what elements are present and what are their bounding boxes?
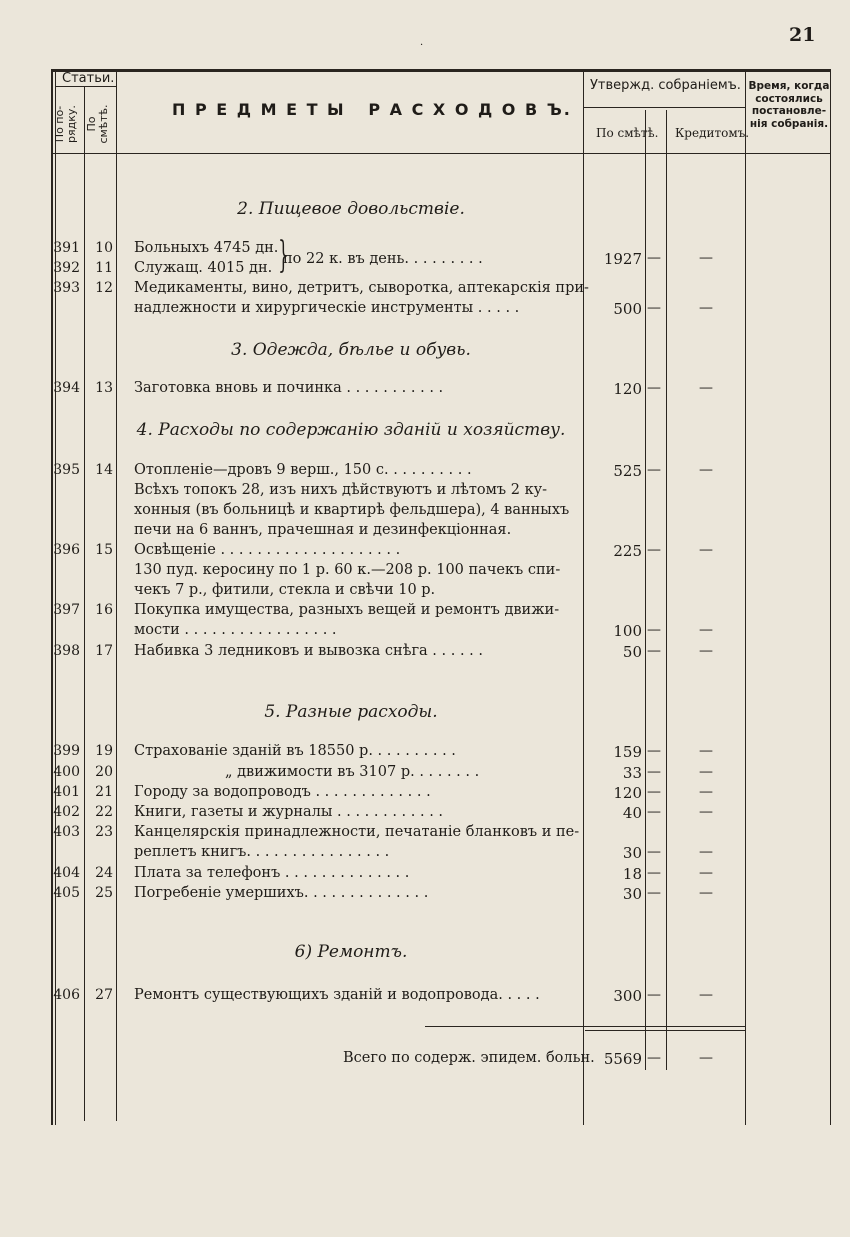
item-line: Всѣхъ топокъ 28, изъ нихъ дѣйствуютъ и лѣтомъ 2 ку- — [134, 482, 548, 498]
item-line: Отопленіе—дровъ 9 верш., 150 с. . . . . . . . . . — [134, 462, 472, 478]
row-index-b: 13 — [95, 380, 113, 396]
header-vremya: Время, когда состоялись постановле- нія собранія. — [748, 80, 830, 130]
credit-dash: — — [699, 462, 713, 478]
item-line: по 22 к. въ день. . . . . . . . . — [283, 251, 483, 267]
row-index-b: 24 — [95, 865, 113, 881]
brace: } — [278, 235, 289, 276]
row-index-b: 19 — [95, 743, 113, 759]
utverzhd-underline — [583, 107, 745, 108]
credit-dash: — — [699, 844, 713, 860]
credit-dash: — — [699, 542, 713, 558]
col-divider-4 — [645, 110, 646, 1070]
kopeck-dash: — — [647, 300, 661, 316]
header-stati: Статьи. — [62, 71, 115, 86]
total-amount: 5569 — [603, 1050, 642, 1068]
row-index-a: 398 — [53, 643, 80, 659]
amount: 30 — [622, 844, 642, 862]
row-index-b: 21 — [95, 784, 113, 800]
amount: 18 — [622, 865, 642, 883]
credit-dash: — — [699, 987, 713, 1003]
col-divider-6 — [745, 70, 746, 1125]
total-rule — [425, 1026, 745, 1027]
kopeck-dash: — — [647, 622, 661, 638]
total-rule-short — [585, 1030, 745, 1031]
amount: 225 — [613, 542, 642, 560]
row-index-a: 399 — [53, 743, 80, 759]
row-index-a: 396 — [53, 542, 80, 558]
total-label: Всего по содерж. эпидем. больн. — [343, 1050, 595, 1066]
header-po-smete: По смѣтѣ. — [596, 126, 659, 140]
credit-dash: — — [699, 784, 713, 800]
row-index-b: 25 — [95, 885, 113, 901]
kopeck-dash: — — [647, 885, 661, 901]
section-title-3: 3. Одежда, бѣлье и обувь. — [231, 340, 471, 360]
kopeck-dash: — — [647, 380, 661, 396]
credit-dash: — — [699, 250, 713, 266]
credit-dash: — — [699, 1050, 713, 1066]
amount: 100 — [613, 622, 642, 640]
amount: 50 — [622, 643, 642, 661]
row-index-b: 23 — [95, 824, 113, 840]
item-line: печи на 6 ваннъ, прачешная и дезинфекціонная. — [134, 522, 512, 538]
amount: 30 — [622, 885, 642, 903]
header-po-poryadku: По по- рядку. — [53, 105, 78, 143]
section-title-6: 6) Ремонтъ. — [294, 942, 408, 962]
amount: 33 — [622, 764, 642, 782]
item-line: Плата за телефонъ . . . . . . . . . . . . . . — [134, 865, 410, 881]
kopeck-dash: — — [647, 542, 661, 558]
item-line: Служащ. 4015 дн. — [134, 260, 273, 276]
kopeck-dash: — — [647, 764, 661, 780]
credit-dash: — — [699, 622, 713, 638]
kopeck-dash: — — [647, 804, 661, 820]
item-line: мости . . . . . . . . . . . . . . . . . — [134, 622, 337, 638]
header-title: П Р Е Д М Е Т Ы Р А С Х О Д О В Ъ. — [172, 100, 572, 119]
amount: 159 — [613, 743, 642, 761]
row-index-a: 394 — [53, 380, 80, 396]
header-po-smete-col: По смѣтѣ. — [85, 104, 110, 144]
row-index-a: 397 — [53, 602, 80, 618]
item-line: Медикаменты, вино, детритъ, сыворотка, аптекарскія при- — [134, 280, 589, 296]
amount: 300 — [613, 987, 642, 1005]
row-index-b: 14 — [95, 462, 113, 478]
credit-dash: — — [699, 885, 713, 901]
row-index-a: 405 — [53, 885, 80, 901]
amount: 120 — [613, 784, 642, 802]
row-index-b: 10 — [95, 240, 113, 256]
item-line: Погребеніе умершихъ. . . . . . . . . . . . . . — [134, 885, 429, 901]
top-rule — [51, 69, 831, 72]
outer-left-border-inner — [55, 70, 56, 1125]
kopeck-dash: — — [647, 844, 661, 860]
page-number: 21 — [789, 24, 816, 46]
row-index-a: 403 — [53, 824, 80, 840]
item-line: 130 пуд. керосину по 1 р. 60 к.—208 р. 100 пачекъ спи- — [134, 562, 561, 578]
outer-left-border — [51, 70, 53, 1125]
credit-dash: — — [699, 380, 713, 396]
item-line: хонныя (въ больницѣ и квартирѣ фельдшера), 4 ванныхъ — [134, 502, 570, 518]
kopeck-dash: — — [647, 1050, 661, 1066]
row-index-b: 15 — [95, 542, 113, 558]
amount: 120 — [613, 380, 642, 398]
row-index-a: 393 — [53, 280, 80, 296]
row-index-b: 12 — [95, 280, 113, 296]
kopeck-dash: — — [647, 462, 661, 478]
kopeck-dash: — — [647, 743, 661, 759]
item-line: Городу за водопроводъ . . . . . . . . . . . . . — [134, 784, 431, 800]
col-divider-2 — [116, 70, 117, 1121]
row-index-b: 27 — [95, 987, 113, 1003]
row-index-a: 402 — [53, 804, 80, 820]
row-index-a: 400 — [53, 764, 80, 780]
amount: 500 — [613, 300, 642, 318]
kopeck-dash: — — [647, 643, 661, 659]
stati-underline — [55, 86, 117, 87]
credit-dash: — — [699, 300, 713, 316]
section-title-2: 2. Пищевое довольствіе. — [237, 199, 465, 219]
credit-dash: — — [699, 865, 713, 881]
amount: 40 — [622, 804, 642, 822]
item-line: Заготовка вновь и починка . . . . . . . . . . . — [134, 380, 444, 396]
item-line: „ движимости въ 3107 р. . . . . . . . — [225, 764, 480, 780]
amount: 525 — [613, 462, 642, 480]
row-index-b: 20 — [95, 764, 113, 780]
row-index-b: 16 — [95, 602, 113, 618]
row-index-a: 406 — [53, 987, 80, 1003]
item-line: Освѣщеніе . . . . . . . . . . . . . . . . . . . . — [134, 542, 401, 558]
header-kreditom: Кредитомъ. — [675, 126, 750, 140]
item-line: чекъ 7 р., фитили, стекла и свѣчи 10 р. — [134, 582, 436, 598]
item-line: Страхованіе зданій въ 18550 р. . . . . . . . . . — [134, 743, 456, 759]
section-title-5: 5. Разные расходы. — [264, 702, 438, 722]
print-dot: · — [420, 40, 424, 51]
kopeck-dash: — — [647, 987, 661, 1003]
header-bottom-rule — [51, 153, 831, 154]
kopeck-dash: — — [647, 865, 661, 881]
item-line: реплетъ книгъ. . . . . . . . . . . . . . . . — [134, 844, 390, 860]
row-index-a: 391 — [53, 240, 80, 256]
row-index-b: 22 — [95, 804, 113, 820]
row-index-a: 404 — [53, 865, 80, 881]
section-title-4: 4. Расходы по содержанію зданій и хозяйству. — [136, 420, 566, 440]
credit-dash: — — [699, 804, 713, 820]
kopeck-dash: — — [647, 250, 661, 266]
credit-dash: — — [699, 743, 713, 759]
row-index-a: 395 — [53, 462, 80, 478]
amount: 1927 — [603, 250, 642, 268]
item-line: Больныхъ 4745 дн. — [134, 240, 279, 256]
item-line: Покупка имущества, разныхъ вещей и ремонтъ движи- — [134, 602, 560, 618]
row-index-b: 11 — [95, 260, 113, 276]
credit-dash: — — [699, 643, 713, 659]
row-index-a: 392 — [53, 260, 80, 276]
item-line: Книги, газеты и журналы . . . . . . . . . . . . — [134, 804, 444, 820]
outer-right-border — [830, 70, 831, 1125]
item-line: Ремонтъ существующихъ зданій и водопровода. . . . . — [134, 987, 540, 1003]
col-divider-5 — [666, 110, 667, 1070]
kopeck-dash: — — [647, 784, 661, 800]
col-divider-3 — [583, 70, 584, 1125]
item-line: надлежности и хирургическіе инструменты . . . . . — [134, 300, 520, 316]
row-index-b: 17 — [95, 643, 113, 659]
header-utverzhd: Утвержд. собраніемъ. — [590, 78, 741, 93]
item-line: Канцелярскія принадлежности, печатаніе бланковъ и пе- — [134, 824, 580, 840]
row-index-a: 401 — [53, 784, 80, 800]
credit-dash: — — [699, 764, 713, 780]
item-line: Набивка 3 ледниковъ и вывозка снѣга . . . . . . — [134, 643, 484, 659]
